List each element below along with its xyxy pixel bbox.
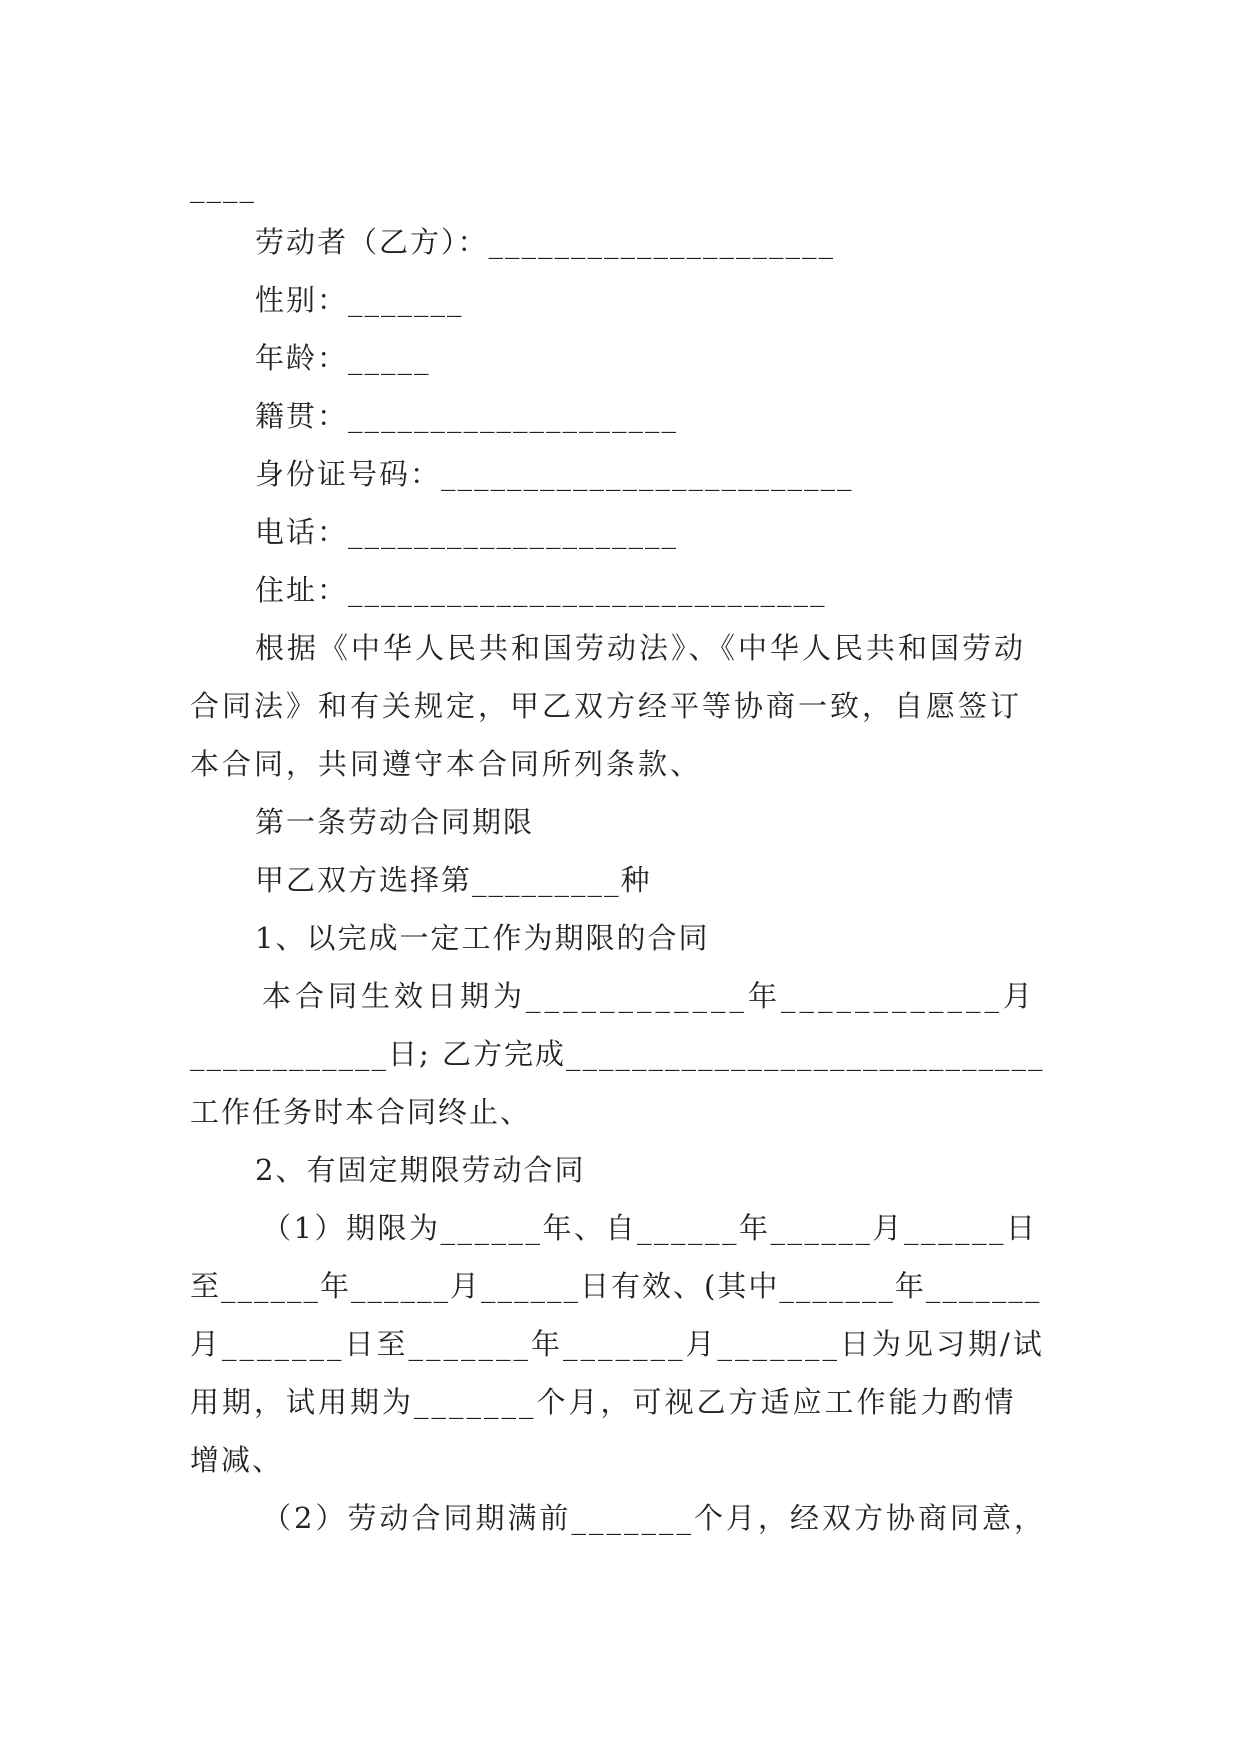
document-line: ____ [190, 169, 256, 203]
document-line: 籍贯：____________________ [255, 399, 679, 433]
document-line: 身份证号码：_________________________ [255, 457, 854, 491]
document-line: 用期，试用期为_______个月，可视乙方适应工作能力酌情 [190, 1385, 1017, 1419]
document-line: 2、有固定期限劳动合同 [255, 1153, 586, 1187]
document-line: 本合同，共同遵守本合同所列条款、 [190, 747, 703, 781]
document-line: 甲乙双方选择第_________种 [255, 863, 652, 897]
document-line: 电话：____________________ [255, 515, 679, 549]
document-line: 年龄：_____ [255, 341, 431, 375]
document-line: 合同法》和有关规定，甲乙双方经平等协商一致，自愿签订 [190, 689, 1023, 723]
document-line: 增减、 [190, 1443, 284, 1477]
document-line: （1）期限为______年、自______年______月______日 [262, 1211, 1038, 1245]
document-line: 本合同生效日期为____________年____________月 [262, 979, 1037, 1013]
document-line: 劳动者（乙方）：_____________________ [255, 225, 836, 259]
document-line: 至______年______月______日有效、(其中_______年_______ [190, 1269, 1042, 1303]
document-line: （2）劳动合同期满前_______个月，经双方协商同意， [262, 1501, 1046, 1535]
document-line: 1、以完成一定工作为期限的合同 [255, 921, 710, 955]
document-line: 根据《中华人民共和国劳动法》、《中华人民共和国劳动 [255, 631, 1027, 665]
document-line: 性别：_______ [255, 283, 464, 317]
document-line: 第一条劳动合同期限 [255, 805, 535, 839]
document-line: 月_______日至_______年_______月_______日为见习期/试 [190, 1327, 1045, 1361]
document-line: ____________日; 乙方完成_____________________________ [190, 1037, 1045, 1071]
document-line: 工作任务时本合同终止、 [190, 1095, 532, 1129]
document-line: 住址：_____________________________ [255, 573, 827, 607]
